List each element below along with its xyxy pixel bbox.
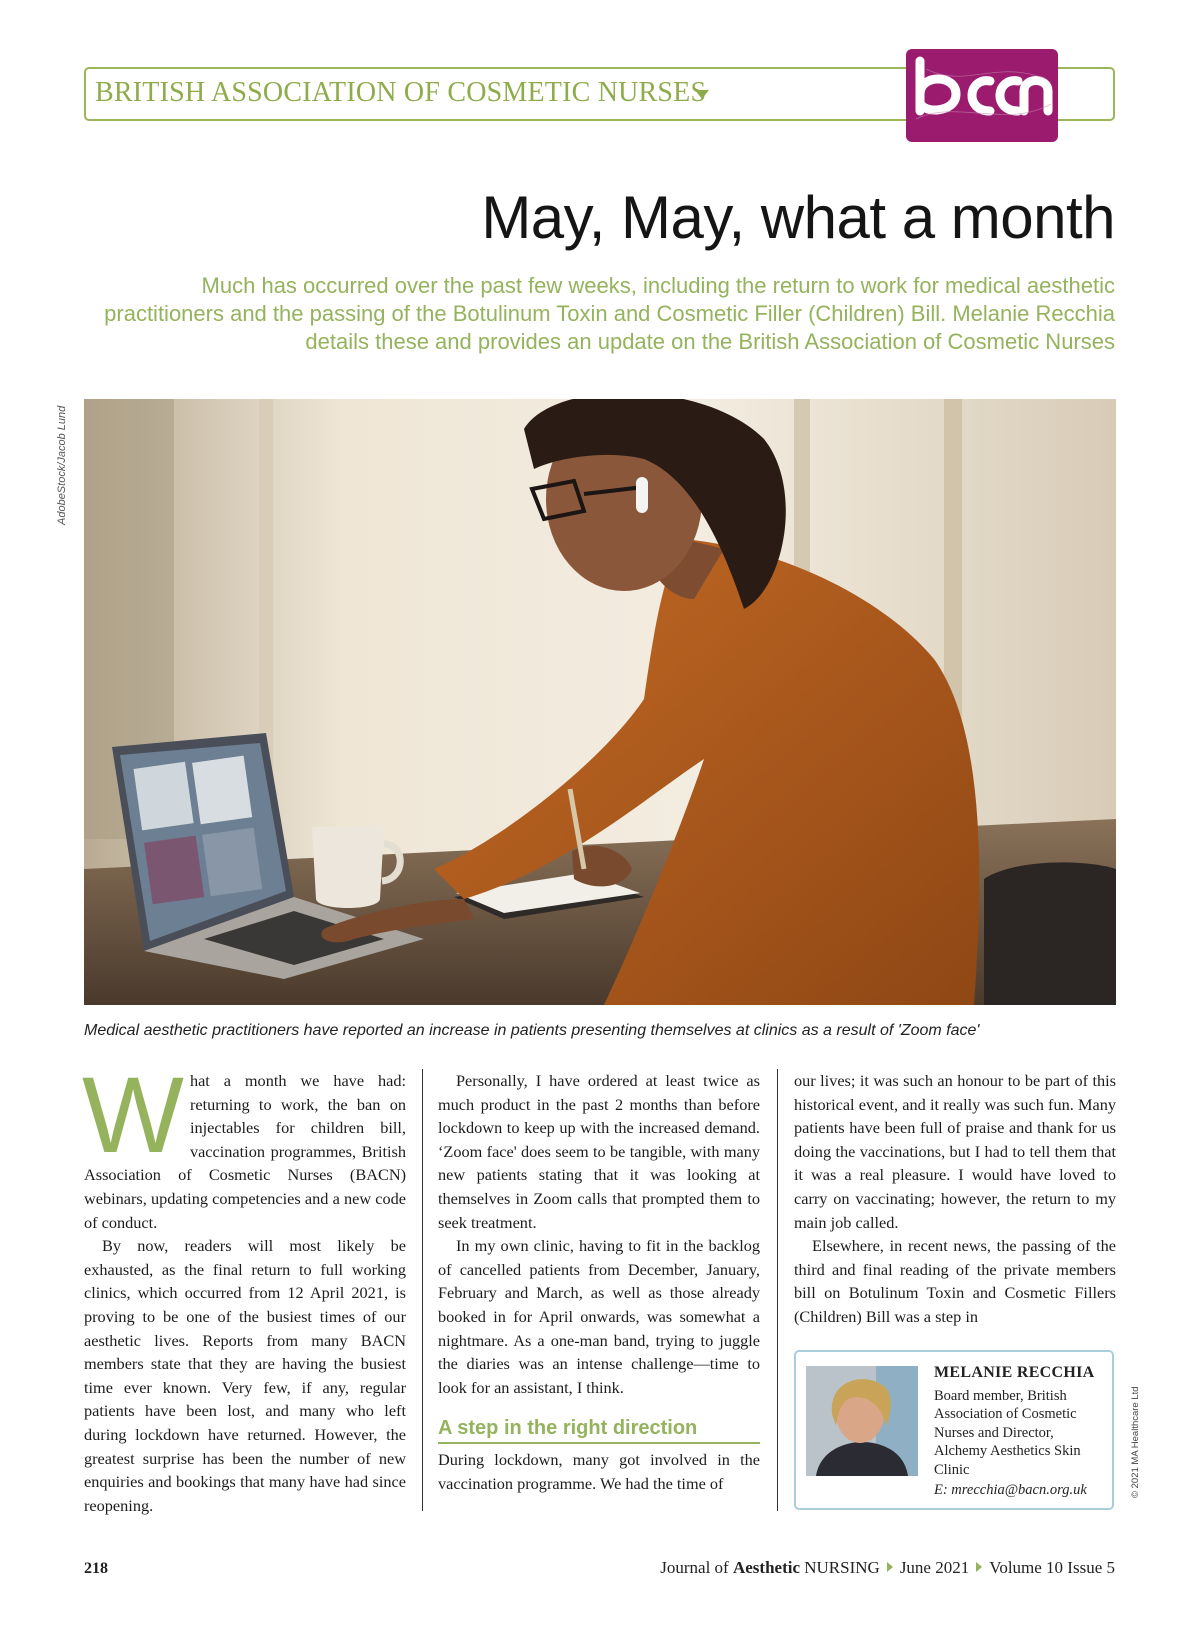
paragraph: Personally, I have ordered at least twice as much product in the past 2 months than before lockdown to keep up with the increased demand. ‘Zoom face' does seem to be tangible, with many new patients stating that it was looking at themselves in Zoom calls that prompted them to seek treatment. — [438, 1071, 760, 1232]
journal-name-suffix: NURSING — [800, 1558, 880, 1577]
triangle-down-icon — [695, 90, 709, 99]
paragraph: During lockdown, many got involved in the vaccination programme. We had the time of — [438, 1449, 760, 1493]
paragraph: our lives; it was such an honour to be part of this historical event, and it really was such fun. Many patients have been full of praise and thank for us doing the vaccinations, but I had to tell them that it was a real pleasure. I would have loved to carry on vaccinating; however, the return to my main job called. — [794, 1071, 1116, 1232]
article-column-3 — [794, 1069, 1116, 1329]
article-photo — [84, 399, 1116, 1005]
article-column-1 — [82, 1054, 406, 1517]
author-box — [794, 1350, 1114, 1510]
triangle-right-icon — [976, 1562, 982, 1572]
article-column-2 — [438, 1069, 760, 1495]
issue-date: June 2021 — [899, 1558, 970, 1577]
bacn-logo — [906, 49, 1058, 142]
section-header-title: BRITISH ASSOCIATION OF COSMETIC NURSES — [95, 77, 707, 108]
triangle-right-icon — [887, 1562, 893, 1572]
paragraph: By now, readers will most likely be exhausted, as the final return to full working clinics, which occurred from 12 April 2021, is proving to be one of the busiest times of our aesthetic lives. Reports from many BACN members state that they are having the busiest time ever known. Very few, if any, regular patients have been lost, and many who left during lockdown have returned. However, the greatest surprise has been the number of new enquiries and bookings that many have had since reopening. — [84, 1236, 406, 1515]
paragraph: In my own clinic, having to fit in the backlog of cancelled patients from December, January, February and March, as well as those already booked in for April onwards, was somewhat a nightmare. As a one-man band, trying to juggle the diaries was an intense challenge—time to look for an assistant, I think. — [438, 1236, 760, 1397]
drop-cap: W — [82, 1054, 184, 1175]
journal-name-prefix: Journal of — [660, 1558, 733, 1577]
paragraph: Elsewhere, in recent news, the passing of the third and final reading of the private members bill on Botulinum Toxin and Cosmetic Fillers (Children) Bill was a step in — [794, 1236, 1116, 1326]
volume-issue: Volume 10 Issue 5 — [989, 1558, 1115, 1577]
page-number: 218 — [84, 1560, 108, 1577]
bacn-logo-mark — [906, 49, 1058, 142]
author-role: Board member, British Association of Cosmetic Nurses and Director, Alchemy Aesthetics Skin Clinic — [934, 1387, 1081, 1478]
author-details — [934, 1364, 1106, 1500]
photo-credit: AdobeStock/Jacob Lund — [56, 405, 68, 525]
footer-journal-info — [660, 1558, 1115, 1578]
photo-caption: Medical aesthetic practitioners have reported an increase in patients presenting themselves at clinics as a result of 'Zoom face' — [84, 1022, 980, 1039]
column-divider — [777, 1069, 778, 1511]
author-name: MELANIE RECCHIA — [934, 1364, 1095, 1381]
author-email[interactable]: E: mrecchia@bacn.org.uk — [934, 1482, 1087, 1498]
paragraph: hat a month we have had: returning to work, the ban on injectables for children bill, vaccination programmes, British Association of Cosmetic Nurses (BACN) webinars, updating competencies and a new code of conduct. — [84, 1071, 406, 1232]
article-standfirst: Much has occurred over the past few weeks, including the return to work for medical aesthetic practitioners and the passing of the Botulinum Toxin and Cosmetic Filler (Children) Bill. Melanie Recchia details these and provides an update on the British Association of Cosmetic Nurses — [104, 273, 1115, 354]
column-divider — [422, 1069, 423, 1511]
article-title: May, May, what a month — [481, 184, 1115, 251]
journal-name-bold: Aesthetic — [732, 1558, 800, 1577]
woman-at-laptop-illustration — [84, 399, 1116, 1005]
section-subhead: A step in the right direction — [438, 1417, 760, 1444]
author-photo — [806, 1366, 918, 1476]
copyright-notice: © 2021 MA Healthcare Ltd — [1130, 1386, 1141, 1498]
author-portrait — [806, 1366, 918, 1476]
